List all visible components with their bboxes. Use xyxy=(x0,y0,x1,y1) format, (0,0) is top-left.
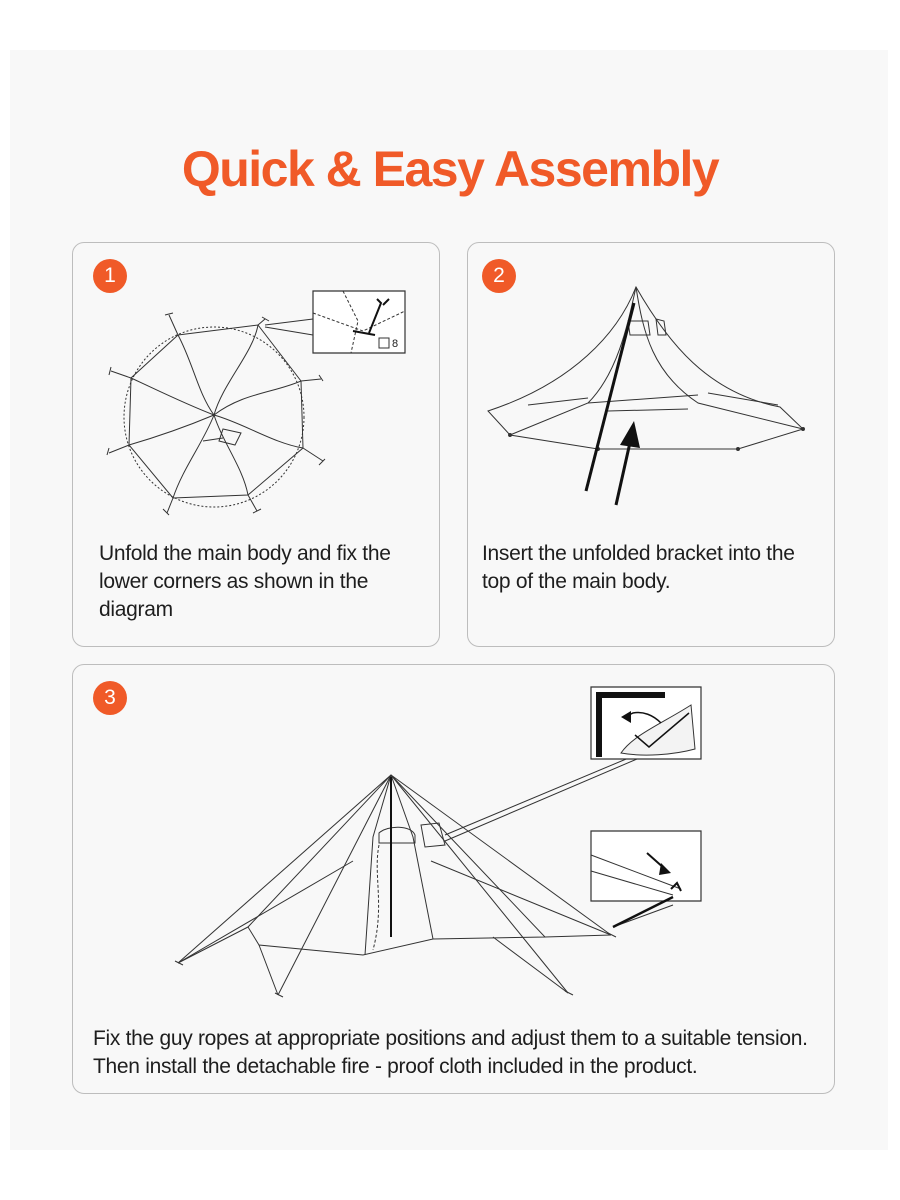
step-2-caption: Insert the unfolded bracket into the top of the main body. xyxy=(482,542,795,593)
step-3-caption: Fix the guy ropes at appropriate positions and adjust them to a suitable tension. Then install the detachable fire - proof cloth included in the product. xyxy=(93,1027,808,1078)
step-1-badge: 1 xyxy=(93,259,127,293)
step-2-card xyxy=(467,242,835,647)
octagon-tent-layout-illustration xyxy=(73,243,441,543)
up-arrow-icon xyxy=(616,421,640,505)
step-1-caption: Unfold the main body and fix the lower corners as shown in the diagram xyxy=(99,542,391,621)
inset-label: 8 xyxy=(392,338,399,350)
pitched-tent-illustration xyxy=(73,665,836,1025)
step-1-card xyxy=(72,242,440,647)
step-3-card xyxy=(72,664,835,1094)
step-3-badge: 3 xyxy=(93,681,127,715)
page-title: Quick & Easy Assembly xyxy=(181,141,719,197)
guy-rope-stake-inset-illustration xyxy=(591,831,701,927)
stake-inset-illustration xyxy=(313,291,405,353)
tent-pole-insertion-illustration xyxy=(468,243,836,543)
step-2-badge: 2 xyxy=(482,259,516,293)
fireproof-cloth-inset-illustration xyxy=(591,687,701,759)
